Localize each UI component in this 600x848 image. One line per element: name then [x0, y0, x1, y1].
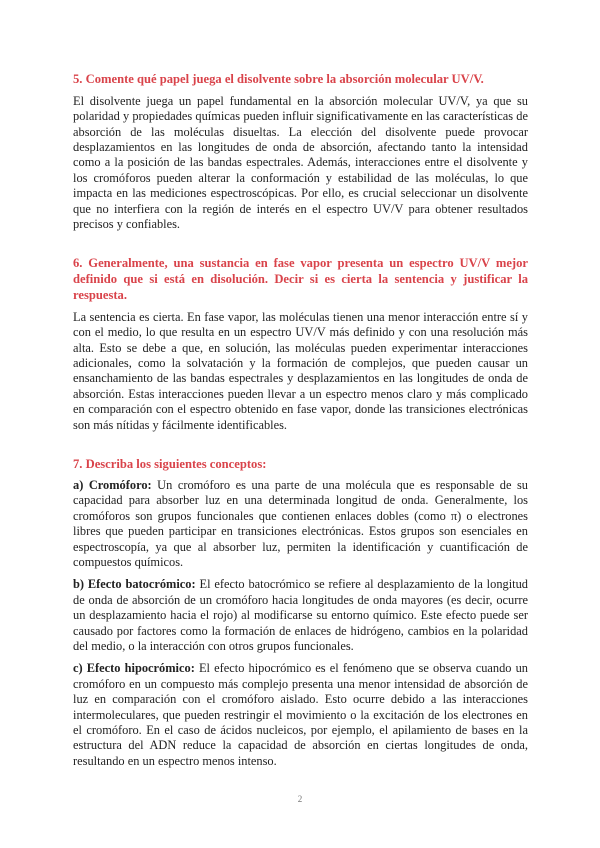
question-6-title: 6. Generalmente, una sustancia en fase vapor presenta un espectro UV/V mejor definido que si está en disolución. Decir si es cierta la sentencia y justificar la respuesta.: [73, 256, 528, 303]
question-5-answer: El disolvente juega un papel fundamental en la absorción molecular UV/V, ya que su polaridad y propiedades químicas pueden influir significativamente en las características de absorción de las moléculas disueltas. La elección del disolvente puede provocar desplazamientos en las longitudes de onda de absorción, afectando tanto la intensidad como a la posición de las bandas espectrales. Además, interacciones entre el disolvente y los cromóforos pueden alterar la conformación y estabilidad de las moléculas, lo que impacta en las mediciones espectroscópicas. Por ello, es crucial seleccionar un disolvente que no interfiera con la región de interés en el espectro UV/V para obtener resultados precisos y confiables.: [73, 93, 528, 232]
concept-term: c) Efecto hipocrómico:: [73, 661, 195, 676]
concept-hypochromic-effect: [73, 661, 528, 769]
concept-term: a) Cromóforo:: [73, 477, 152, 492]
concept-definition: El efecto hipocrómico es el fenómeno que se observa cuando un cromóforo en un compuesto más complejo presenta una menor intensidad de absorción de luz en comparación con el cromóforo aislado. Esto ocurre debido a las interacciones intermoleculares, que pueden restringir el movimiento o la excitación de los electrones en el cromóforo. En el caso de ácidos nucleicos, por ejemplo, el apilamiento de bases en la estructura del ADN reduce la capacidad de absorción en ciertas longitudes de onda, resultando en un espectro menos intenso.: [73, 661, 529, 768]
page-number: 2: [297, 794, 303, 804]
section-spacer: [73, 232, 528, 256]
concept-definition: Un cromóforo es una parte de una molécula que es responsable de su capacidad para absorber luz en una determinada longitud de onda. Generalmente, los cromóforos son grupos funcionales que contienen enlaces dobles (como π) o electrones libres que pueden participar en transiciones electrónicas. Estos grupos son esenciales en espectroscopía, ya que al absorber luz, permiten la identificación y cuantificación de compuestos químicos.: [73, 477, 528, 569]
question-5-title: 5. Comente qué papel juega el disolvente sobre la absorción molecular UV/V.: [73, 72, 484, 86]
concept-chromophore: [73, 478, 528, 570]
concept-bathochromic-effect: [73, 577, 528, 654]
question-6-answer: La sentencia es cierta. En fase vapor, las moléculas tienen una menor interacción entre sí y con el medio, lo que resulta en un espectro UV/V más definido y con una resolución más alta. Esto se debe a que, en solución, las moléculas pueden experimentar interacciones adicionales, como la solvatación y la formación de complejos, que pueden causar un ensanchamiento de las bandas espectrales y desplazamientos en las longitudes de onda de absorción. Estas interacciones pueden llevar a un espectro menos claro y más complicado en comparación con el espectro obtenido en fase vapor, donde las transiciones electrónicas son más nítidas y fácilmente identificables.: [73, 309, 528, 432]
section-spacer: [73, 433, 528, 457]
page-content: [73, 72, 528, 769]
concept-definition: El efecto batocrómico se refiere al desplazamiento de la longitud de onda de absorción de un cromóforo hacia longitudes de onda mayores (es decir, ocurre un desplazamiento hacia el rojo) al modificarse su entorno químico. Este efecto puede ser causado por factores como la formación de enlaces de hidrógeno, cambios en la polaridad del medio, o la interacción con otros grupos funcionales.: [73, 577, 528, 653]
concept-term: b) Efecto batocrómico:: [73, 577, 196, 592]
question-7-title: 7. Describa los siguientes conceptos:: [73, 457, 267, 472]
